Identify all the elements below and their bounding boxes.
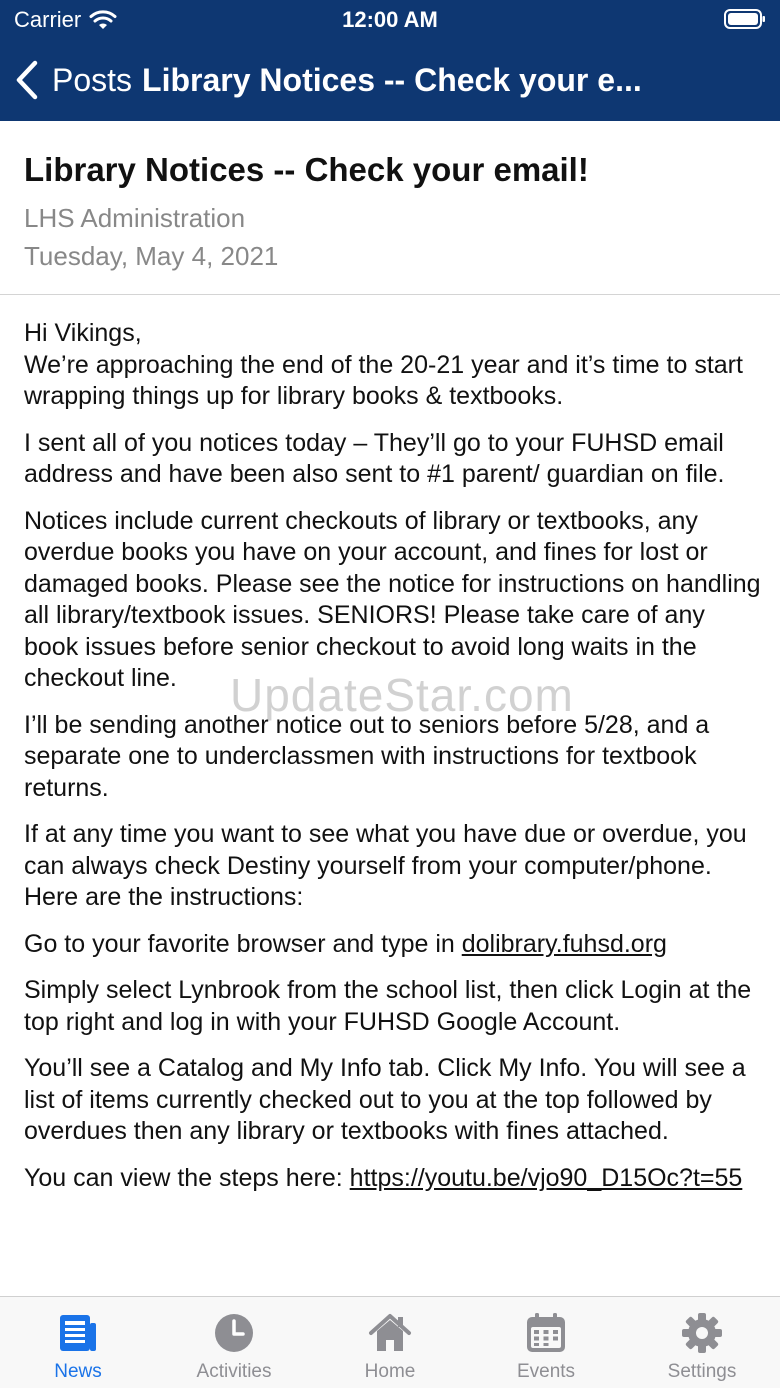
tab-label: Home xyxy=(364,1361,416,1382)
tab-settings[interactable] xyxy=(624,1297,780,1388)
tab-activities[interactable] xyxy=(156,1297,312,1388)
paragraph-login: Simply select Lynbrook from the school list, then click Login at the top right and log in with your FUHSD Google Account. xyxy=(24,976,752,1036)
paragraph-video xyxy=(24,1163,764,1195)
news-icon xyxy=(56,1311,100,1355)
status-bar xyxy=(0,0,780,40)
clock-icon xyxy=(212,1311,256,1355)
post-body[interactable] xyxy=(24,318,764,1288)
app-header xyxy=(0,0,780,121)
post-title: Library Notices -- Check your email! xyxy=(24,151,589,188)
nav-title: Library Notices -- Check your e... xyxy=(142,61,642,98)
post-author: LHS Administration xyxy=(24,203,246,233)
paragraph-notices-include: Notices include current checkouts of library or textbooks, any overdue books you have on your account, and fines for lost or damaged books. Please see the notice for instructions on handling all library/textbook issues. SENIORS! Please take care of any book issues before senior checkout to avoid long waits in the checkout line. xyxy=(24,506,761,692)
intro-line: We’re approaching the end of the 20-21 year and it’s time to start wrapping things up for library books & textbooks. xyxy=(24,350,743,410)
calendar-icon xyxy=(524,1311,568,1355)
status-time: 12:00 AM xyxy=(342,7,438,32)
video-link[interactable]: https://youtu.be/vjo90_D15Oc?t=55 xyxy=(349,1163,743,1192)
tab-label: Settings xyxy=(667,1361,737,1382)
back-button[interactable] xyxy=(14,60,132,100)
tab-news[interactable] xyxy=(0,1297,156,1388)
library-link[interactable]: dolibrary.fuhsd.org xyxy=(461,929,667,958)
post-date: Tuesday, May 4, 2021 xyxy=(24,241,279,271)
nav-bar xyxy=(0,48,780,112)
battery-icon xyxy=(724,9,766,29)
paragraph-browser xyxy=(24,929,764,961)
gear-icon xyxy=(680,1311,724,1355)
video-text: You can view the steps here: xyxy=(24,1163,350,1192)
tab-home[interactable] xyxy=(312,1297,468,1388)
divider xyxy=(0,294,780,295)
home-icon xyxy=(368,1311,412,1355)
paragraph-greeting xyxy=(24,318,764,413)
paragraph-my-info: You’ll see a Catalog and My Info tab. Click My Info. You will see a list of items currently checked out to you at the top followed by overdues then any library or textbooks with fines attached. xyxy=(24,1054,746,1145)
tab-label: Events xyxy=(516,1361,576,1382)
greeting-line: Hi Vikings, xyxy=(24,319,142,347)
post-header xyxy=(24,148,764,272)
tab-label: News xyxy=(54,1361,102,1382)
back-label: Posts xyxy=(52,61,133,98)
carrier-label: Carrier xyxy=(14,7,82,32)
tab-bar xyxy=(0,1296,780,1388)
tab-events[interactable] xyxy=(468,1297,624,1388)
chevron-left-icon xyxy=(14,60,40,100)
browser-text: Go to your favorite browser and type in xyxy=(24,929,462,958)
paragraph-seniors-notice: I’ll be sending another notice out to seniors before 5/28, and a separate one to underclassmen with instructions for textbook returns. xyxy=(24,710,710,802)
watermark: UpdateStar.com xyxy=(230,669,574,721)
tab-label: Activities xyxy=(196,1361,272,1382)
paragraph-notices-sent: I sent all of you notices today – They’ll go to your FUHSD email address and have been also sent to #1 parent/ guardian on file. xyxy=(24,428,725,488)
paragraph-check-destiny: If at any time you want to see what you have due or overdue, you can always check Destiny yourself from your computer/phone. Here are the instructions: xyxy=(24,820,747,911)
